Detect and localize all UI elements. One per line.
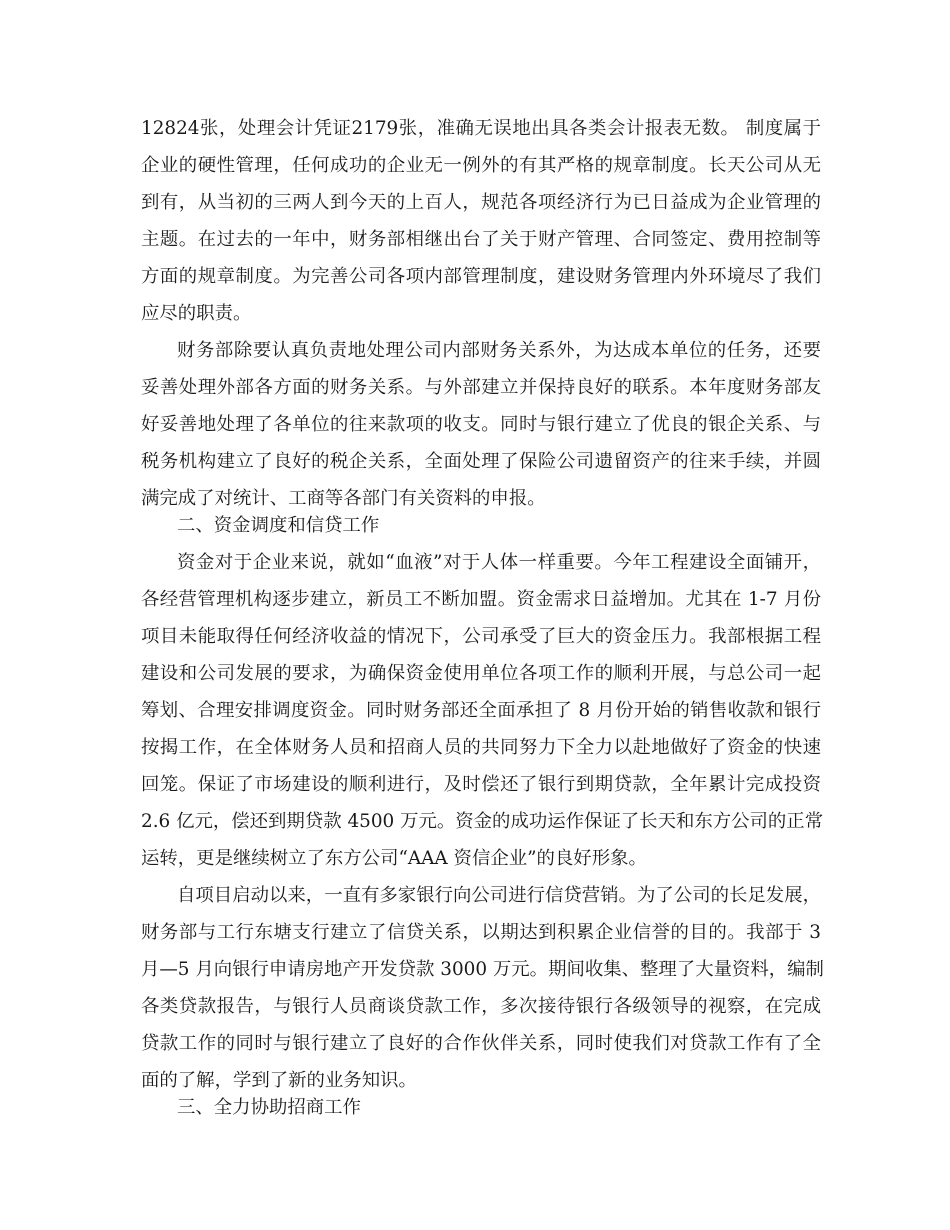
- section-heading: 二、资金调度和信贷工作: [177, 515, 380, 536]
- paragraph-line: 好妥善地处理了各单位的往来款项的收支。同时与银行建立了优良的银企关系、与: [141, 414, 821, 435]
- paragraph-line: 回笼。保证了市场建设的顺利进行，及时偿还了银行到期贷款，全年累计完成投资: [141, 774, 821, 795]
- paragraph-line: 项目未能取得任何经济收益的情况下，公司承受了巨大的资金压力。我部根据工程: [141, 626, 821, 647]
- paragraph-line: 筹划、合理安排调度资金。同时财务部还全面承担了 8 月份开始的销售收款和银行: [141, 700, 821, 721]
- paragraph-line: 资金对于企业来说，就如“血液”对于人体一样重要。今年工程建设全面铺开，: [177, 552, 821, 573]
- paragraph-line: 各类贷款报告，与银行人员商谈贷款工作，多次接待银行各级领导的视察，在完成: [141, 996, 821, 1017]
- paragraph-line: 方面的规章制度。为完善公司各项内部管理制度，建设财务管理内外环境尽了我们: [141, 266, 821, 287]
- paragraph-line: 运转，更是继续树立了东方公司“AAA 资信企业”的良好形象。: [141, 848, 647, 869]
- paragraph-line: 应尽的职责。: [141, 303, 252, 324]
- paragraph-line: 税务机构建立了良好的税企关系，全面处理了保险公司遗留资产的往来手续，并圆: [141, 451, 821, 472]
- paragraph-line: 满完成了对统计、工商等各部门有关资料的申报。: [141, 488, 546, 509]
- paragraph-line: 到有，从当初的三两人到今天的上百人，规范各项经济行为已日益成为企业管理的: [141, 192, 821, 213]
- paragraph-line: 妥善处理外部各方面的财务关系。与外部建立并保持良好的联系。本年度财务部友: [141, 377, 821, 398]
- paragraph-line: 贷款工作的同时与银行建立了良好的合作伙伴关系，同时使我们对贷款工作有了全: [141, 1033, 821, 1054]
- paragraph-line: 企业的硬性管理，任何成功的企业无一例外的有其严格的规章制度。长天公司从无: [141, 155, 821, 176]
- paragraph-line: 财务部除要认真负责地处理公司内部财务关系外，为达成本单位的任务，还要: [177, 340, 821, 361]
- paragraph-line: 12824张，处理会计凭证2179张，准确无误地出具各类会计报表无数。 制度属于: [141, 118, 821, 139]
- section-heading: 三、全力协助招商工作: [177, 1097, 361, 1118]
- paragraph-line: 月—5 月向银行申请房地产开发贷款 3000 万元。期间收集、整理了大量资料，编制: [141, 959, 824, 980]
- paragraph-line: 2.6 亿元，偿还到期贷款 4500 万元。资金的成功运作保证了长天和东方公司的正常: [141, 811, 824, 832]
- paragraph-line: 各经营管理机构逐步建立，新员工不断加盟。资金需求日益增加。尤其在 1-7 月份: [141, 589, 821, 610]
- paragraph-line: 主题。在过去的一年中，财务部相继出台了关于财产管理、合同签定、费用控制等: [141, 229, 821, 250]
- paragraph-line: 按揭工作，在全体财务人员和招商人员的共同努力下全力以赴地做好了资金的快速: [141, 737, 821, 758]
- paragraph-line: 面的了解，学到了新的业务知识。: [141, 1070, 417, 1091]
- paragraph-line: 财务部与工行东塘支行建立了信贷关系，以期达到积累企业信誉的目的。我部于 3: [141, 922, 821, 943]
- paragraph-line: 建设和公司发展的要求，为确保资金使用单位各项工作的顺利开展，与总公司一起: [141, 663, 821, 684]
- paragraph-line: 自项目启动以来，一直有多家银行向公司进行信贷营销。为了公司的长足发展，: [177, 885, 821, 906]
